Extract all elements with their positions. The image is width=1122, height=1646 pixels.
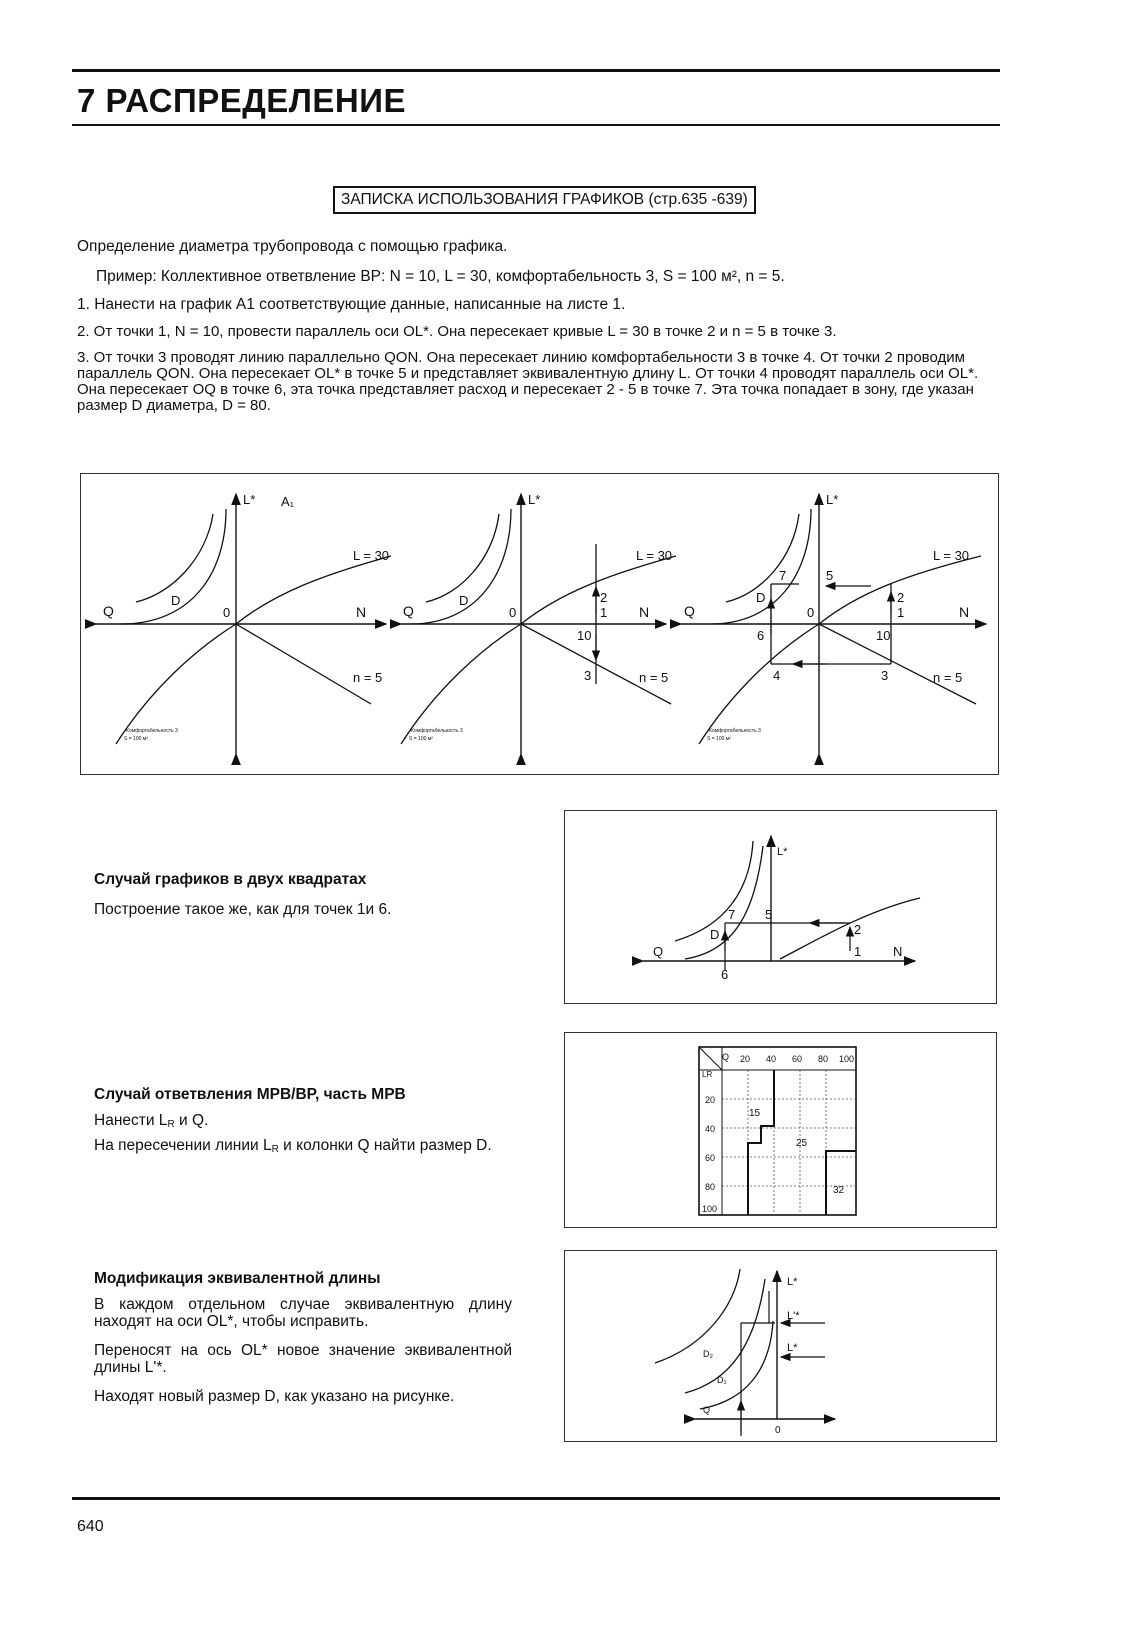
section-3-text-3: Находят новый размер D, как указано на рисунке.: [94, 1388, 455, 1405]
s2t1-post: и Q.: [174, 1112, 209, 1129]
intro-line-1: Определение диаметра трубопровода с помощью графика.: [77, 238, 508, 255]
tbl-zone-25: 25: [796, 1138, 808, 1149]
title-underline: [72, 124, 1000, 126]
mod-zero: 0: [775, 1425, 781, 1436]
table-svg: [565, 1033, 996, 1227]
tbl-row-100: 100: [702, 1204, 718, 1214]
tq-point-5: 5: [765, 907, 773, 922]
tbl-col-20: 20: [740, 1054, 751, 1064]
p3-n: N: [959, 604, 970, 620]
s2t1-sub: R: [167, 1119, 175, 1130]
p2-zero: 0: [509, 605, 517, 620]
two-quadrant-figure: [564, 810, 997, 1004]
main-figure: [80, 473, 999, 775]
section-2-text-1: [94, 1112, 524, 1133]
modification-figure: [564, 1250, 997, 1442]
section-2-text-2: [94, 1137, 516, 1158]
p1-l30: L = 30: [353, 548, 390, 563]
tq-d: D: [710, 927, 720, 942]
p1-q: Q: [103, 603, 114, 619]
tq-point-1: 1: [854, 944, 862, 959]
tq-point-2: 2: [854, 922, 862, 937]
p3-l30: L = 30: [933, 548, 970, 563]
mod-lstar2: L'*: [787, 1310, 800, 1322]
tq-lstar: L*: [777, 846, 788, 858]
p1-zero: 0: [223, 605, 231, 620]
intro-step-2: 2. От точки 1, N = 10, провести параллель оси OL*. Она пересекает кривые L = 30 в точке 2 и n = 5 в точке 3.: [77, 323, 837, 340]
s2t2-sub: R: [271, 1144, 279, 1155]
section-3-text-1: В каждом отдельном случае эквивалентную длину находят на оси OL*, чтобы исправить.: [94, 1296, 512, 1330]
s2t2-pre: На пересечении линии L: [94, 1137, 272, 1154]
tbl-row-60: 60: [705, 1153, 716, 1163]
main-figure-svg: [81, 474, 998, 774]
p1-a1: A₁: [281, 494, 295, 509]
p3-point-10: 10: [876, 628, 891, 643]
panel-2: [401, 492, 676, 754]
p2-point-2: 2: [600, 590, 608, 605]
page-number: 640: [77, 1518, 104, 1535]
tq-q: Q: [653, 944, 664, 959]
tq-point-7: 7: [728, 907, 736, 922]
p3-point-3: 3: [881, 668, 889, 683]
note-box: ЗАПИСКА ИСПОЛЬЗОВАНИЯ ГРАФИКОВ (стр.635 -639): [333, 186, 756, 214]
tbl-row-80: 80: [705, 1182, 716, 1192]
mod-lstar3: L*: [787, 1342, 798, 1354]
top-rule: [72, 69, 1000, 72]
p1-comfort-2: S = 100 м²: [124, 736, 148, 742]
p2-l30: L = 30: [636, 548, 673, 563]
intro-step-3: 3. От точки 3 проводят линию параллельно QON. Она пересекает линию комфортабельности 3 в точке 4. От точки 2 проводим параллель QON. Она пересекает OL* в точке 5 и представляет эквивалентную длину L. От точки 4 проводят параллель оси OL*. Она пересекает OQ в точке 6, эта точка представляет расход и пересекает 2 - 5 в точке 7. Эта точка попадает в зону, где указан размер D диаметра, D = 80.: [77, 349, 979, 414]
tbl-col-60: 60: [792, 1054, 803, 1064]
tbl-zone-15: 15: [749, 1108, 761, 1119]
mod-d1: D₁: [717, 1375, 727, 1385]
tbl-col-100: 100: [839, 1054, 855, 1064]
p3-point-7: 7: [779, 568, 787, 583]
p3-q: Q: [684, 603, 695, 619]
intro-line-2: Пример: Коллективное ответвление BP: N = 10, L = 30, комфортабельность 3, S = 100 м², n = 5.: [96, 268, 785, 285]
p1-n: N: [356, 604, 367, 620]
footer-rule: [72, 1497, 1000, 1500]
p2-point-1: 1: [600, 605, 608, 620]
p3-zero: 0: [807, 605, 815, 620]
panel-3: [681, 492, 986, 754]
p2-n5: n = 5: [639, 670, 669, 685]
p2-comfort-1: Комфортабельность 3: [411, 728, 463, 734]
tbl-col-80: 80: [818, 1054, 829, 1064]
p1-comfort-1: Комфортабельность 3: [126, 728, 178, 734]
p2-point-3: 3: [584, 668, 592, 683]
s2t1-pre: Нанести L: [94, 1112, 168, 1129]
tbl-corner-q: Q: [722, 1052, 730, 1062]
tbl-corner-lr: LR: [702, 1070, 713, 1079]
table-figure: [564, 1032, 997, 1228]
tbl-row-40: 40: [705, 1124, 716, 1134]
tbl-zone-32: 32: [833, 1185, 845, 1196]
p3-point-6: 6: [757, 628, 765, 643]
mod-lstar: L*: [787, 1276, 798, 1288]
tbl-col-40: 40: [766, 1054, 777, 1064]
tbl-row-20: 20: [705, 1095, 716, 1105]
panel-1: [96, 492, 391, 754]
mod-q: Q: [703, 1405, 711, 1415]
section-3-text-2: Переносят на ось OL* новое значение эквивалентной длины L'*.: [94, 1342, 512, 1376]
p3-n5: n = 5: [933, 670, 963, 685]
page-title: 7 РАСПРЕДЕЛЕНИЕ: [77, 82, 406, 119]
section-1-text: Построение такое же, как для точек 1и 6.: [94, 901, 392, 918]
p3-d: D: [756, 590, 766, 605]
p2-comfort-2: S = 100 м²: [409, 736, 433, 742]
p3-point-5: 5: [826, 568, 834, 583]
p2-lstar: L*: [528, 492, 541, 507]
p2-point-10: 10: [577, 628, 592, 643]
p3-point-2: 2: [897, 590, 905, 605]
p3-comfort-2: S = 100 м²: [707, 736, 731, 742]
p3-point-4: 4: [773, 668, 781, 683]
p2-n: N: [639, 604, 650, 620]
p1-n5: n = 5: [353, 670, 383, 685]
modification-svg: [565, 1251, 996, 1441]
section-3-title: Модификация эквивалентной длины: [94, 1270, 381, 1287]
section-1-title: Случай графиков в двух квадратах: [94, 871, 367, 888]
tq-n: N: [893, 944, 903, 959]
two-quadrant-svg: [565, 811, 996, 1003]
s2t2-post: и колонки Q найти размер D.: [278, 1137, 492, 1154]
p1-lstar: L*: [243, 492, 256, 507]
p2-q: Q: [403, 603, 414, 619]
p2-d: D: [459, 593, 469, 608]
mod-d2: D₂: [703, 1349, 713, 1359]
p3-lstar: L*: [826, 492, 839, 507]
intro-step-1: 1. Нанести на график A1 соответствующие данные, написанные на листе 1.: [77, 296, 626, 313]
p1-d: D: [171, 593, 181, 608]
section-2-title: Случай ответвления MPB/BP, часть MPB: [94, 1086, 406, 1103]
p3-comfort-1: Комфортабельность 3: [709, 728, 761, 734]
p3-point-1: 1: [897, 605, 905, 620]
tq-point-6: 6: [721, 967, 729, 982]
